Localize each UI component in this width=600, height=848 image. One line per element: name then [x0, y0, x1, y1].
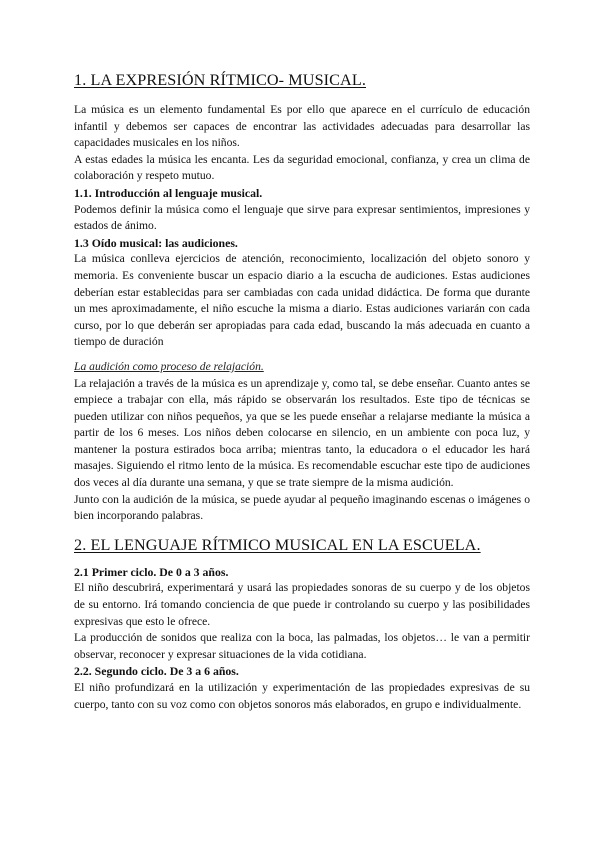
subsection-1-1-heading: 1.1. Introducción al lenguaje musical.	[74, 185, 263, 200]
subsection-1-3-text: La música conlleva ejercicios de atención, reconocimiento, localización del objeto sonoro y memoria. Es conveniente buscar un espacio diario a la escucha de audiciones. Estas audiciones deberían estar establecidas para ser cambiadas con cada unidad didáctica. De forma que durante un mes aproximadamente, el niño escuche la misma a diario. Estas audiciones variarán con cada curso, por lo que deberán ser apropiadas para cada edad, buscando la más adecuada en cuanto a tiempo de duración	[74, 252, 530, 349]
section-1-title: 1. LA EXPRESIÓN RÍTMICO- MUSICAL.	[74, 71, 366, 89]
intro-paragraph-1: La música es un elemento fundamental Es por ello que aparece en el currículo de educación infantil y debemos ser capaces de encontrar las actividades adecuadas para desarrollar las capacidades musicales en los niños.	[74, 103, 530, 150]
cycle-1-heading: 2.1 Primer ciclo. De 0 a 3 años.	[74, 564, 229, 579]
relaxation-paragraph-2: Junto con la audición de la música, se puede ayudar al pequeño imaginando escenas o imágenes o bien incorporando palabras.	[74, 492, 530, 523]
cycle-2-text: El niño profundizará en la utilización y experimentación de las propiedades expresivas de su cuerpo, tanto con su voz como con objetos sonoros más elaborados, en grupo e individualmente.	[74, 681, 530, 711]
intro-paragraph-2: A estas edades la música les encanta. Les da seguridad emocional, confianza, y crea un clima de colaboración y respeto mutuo.	[74, 152, 530, 183]
cycle-1-paragraph-1: El niño descubrirá, experimentará y usará las propiedades sonoras de su cuerpo y de los objetos de su entorno. Irá tomando conciencia de que puede ir controlando su cuerpo y las posibilidades expresivas que esto le ofrece.	[74, 581, 530, 628]
cycle-1-paragraph-2: La producción de sonidos que realiza con la boca, las palmadas, los objetos… le van a permitir observar, reconocer y expresar situaciones de la vida cotidiana.	[74, 631, 530, 661]
cycle-2-heading: 2.2. Segundo ciclo. De 3 a 6 años.	[74, 664, 239, 679]
relaxation-heading: La audición como proceso de relajación.	[74, 359, 264, 373]
relaxation-paragraph-1: La relajación a través de la música es un aprendizaje y, como tal, se debe enseñar. Cuanto antes se empiece a trabajar con ella, más rápido se observarán los resultados. Este tipo de técnicas se pueden utilizar con niños pequeños, ya que se les puede enseñar a relajarse mediante la música a partir de los 6 meses. Los niños deben colocarse en silencio, en un ambiente con poca luz, y mantener la postura estirados boca arriba; mientras tanto, la educadora o el educador les hará masajes. Siguiendo el ritmo lento de la música. Es recomendable escuchar este tipo de audiciones dos veces al día durante una semana, y que se trate siempre de la misma audición.	[74, 376, 530, 490]
subsection-1-1-text: Podemos definir la música como el lenguaje que sirve para expresar sentimientos, impresiones y estados de ánimo.	[74, 202, 530, 233]
subsection-1-3-heading: 1.3 Oído musical: las audiciones.	[74, 235, 238, 250]
section-2-title: 2. EL LENGUAJE RÍTMICO MUSICAL EN LA ESCUELA.	[74, 535, 481, 554]
